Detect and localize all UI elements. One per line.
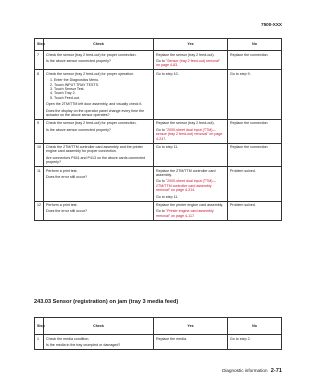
check-text: Open the 2TM/TTM left door assembly, and visually check it.: [46, 102, 143, 107]
check-text: Check the sensor (tray 2 feed-out) for proper connection.: [46, 121, 137, 126]
step-number: 7: [35, 51, 44, 70]
check-cell: [44, 119, 154, 143]
procedure-step: 1. Enter the Diagnostics Menu.: [54, 78, 151, 82]
no-cell: Replace the connection.: [228, 51, 282, 70]
check-cell: [44, 167, 154, 201]
removal-link[interactable]: "Sensor (tray 2 feed-out) removal" on page 4-83.: [156, 58, 221, 68]
procedure-step: 2. Touch INPUT TRAY TESTS.: [54, 83, 151, 87]
section-heading: 243.03 Sensor (registration) on jam (tray 3 media feed): [34, 299, 179, 305]
removal-link[interactable]: "2000-sheet dual input (TTM)—2TM/TTM controller card assembly removal" on page 4-214.: [156, 179, 217, 193]
check-text: Perform a print test.: [46, 168, 78, 173]
check-question: Is the above sensor connected properly?: [46, 58, 111, 63]
check-cell: [44, 70, 154, 120]
step-number: 1: [35, 335, 44, 350]
yes-text: Replace the sensor (tray 2 feed-out).: [156, 121, 215, 126]
column-header-no: No: [228, 39, 282, 51]
yes-cell: [154, 201, 228, 220]
table-header-row: [35, 39, 282, 51]
no-cell: Problem solved.: [228, 167, 282, 201]
go-to-prefix: Go to: [156, 209, 166, 214]
check-text: Check the sensor (tray 2 feed-out) for proper operation.: [46, 71, 135, 76]
no-cell: Replace the connection.: [228, 143, 282, 167]
yes-text: Go to step 11.: [156, 194, 179, 199]
yes-link-line: [156, 209, 225, 218]
column-header-check: Check: [44, 39, 154, 51]
check-text: Perform a print test.: [46, 203, 78, 208]
table-row: [35, 143, 282, 167]
yes-link-line: [156, 128, 225, 141]
yes-cell: Go to step 10.: [154, 70, 228, 120]
column-header-step: Step: [35, 39, 44, 51]
check-cell: [44, 335, 154, 350]
step-number: 9: [35, 119, 44, 143]
yes-text: Replace the printer engine card assembly.: [156, 203, 224, 208]
yes-cell: Go to step 11.: [154, 143, 228, 167]
check-cell: [44, 143, 154, 167]
column-header-no: No: [228, 318, 282, 335]
procedure-step: 3. Touch Sensor Test.: [54, 87, 151, 91]
procedure-list: [46, 78, 151, 100]
check-cell: [44, 201, 154, 220]
check-question: Does the display on the operator panel change every time the actuator on the above sensor operates?: [46, 108, 145, 117]
go-to-prefix: Go to: [156, 58, 166, 63]
no-cell: Problem solved.: [228, 201, 282, 220]
column-header-check: Check: [44, 318, 154, 335]
removal-link[interactable]: "2000-sheet dual input (TTM)—sensor (tray 2 feed-out) removal" on page 4-247.: [156, 127, 223, 141]
step-number: 12: [35, 201, 44, 220]
column-header-yes: Yes: [154, 318, 228, 335]
step-number: 10: [35, 143, 44, 167]
check-question: Does the error still occur?: [46, 175, 87, 180]
step-number: 11: [35, 167, 44, 201]
procedure-step: 4. Touch Tray 2.: [54, 91, 151, 95]
yes-link-line: [156, 179, 225, 192]
check-question: Is the above sensor connected properly?: [46, 127, 111, 132]
yes-cell: [154, 167, 228, 201]
procedure-step: 5. Touch Feed-out.: [54, 96, 151, 100]
table-row: [35, 51, 282, 70]
footer-label: Diagnostic information: [222, 368, 268, 373]
yes-cell: [154, 119, 228, 143]
no-cell: Go to step 9.: [228, 70, 282, 120]
check-question: Does the error still occur?: [46, 209, 87, 214]
go-to-prefix: Go to: [156, 179, 166, 184]
check-text: Check the sensor (tray 2 feed-out) for proper connection.: [46, 52, 137, 57]
no-cell: Replace the connection.: [228, 119, 282, 143]
table-row: [35, 119, 282, 143]
check-question: Are connectors P541 and P413 on the above cards connected properly?: [46, 155, 146, 165]
model-number: 7500-XXX: [261, 22, 282, 27]
removal-link[interactable]: "Printer engine card assembly removal" on page 4-117.: [156, 209, 214, 218]
step-number: 8: [35, 70, 44, 120]
check-text: Check the 2TM/TTM controller card assembly and the printer engine card assembly for proper connection.: [46, 145, 143, 154]
table-row: [35, 167, 282, 201]
yes-link-line: [156, 59, 225, 68]
go-to-prefix: Go to: [156, 127, 166, 132]
table-row: [35, 201, 282, 220]
check-text: Check the media condition.: [46, 336, 90, 341]
column-header-step: Step: [35, 318, 44, 335]
page-number: 2-71: [270, 368, 282, 374]
yes-text: Replace the 2TM/TTM controller card assembly.: [156, 168, 216, 178]
table-header-row: [35, 318, 282, 335]
yes-cell: [154, 51, 228, 70]
check-question: Is the media in the tray crumpled or damaged?: [46, 342, 121, 347]
table-row: [35, 70, 282, 120]
section-steps-table: [34, 317, 282, 350]
yes-cell: Replace the media.: [154, 335, 228, 350]
no-cell: Go to step 2.: [228, 335, 282, 350]
page-footer: [222, 368, 282, 374]
yes-text: Replace the sensor (tray 2 feed-out).: [156, 52, 215, 57]
diagnostic-steps-table: [34, 38, 282, 221]
check-cell: [44, 51, 154, 70]
column-header-yes: Yes: [154, 39, 228, 51]
table-row: [35, 335, 282, 350]
